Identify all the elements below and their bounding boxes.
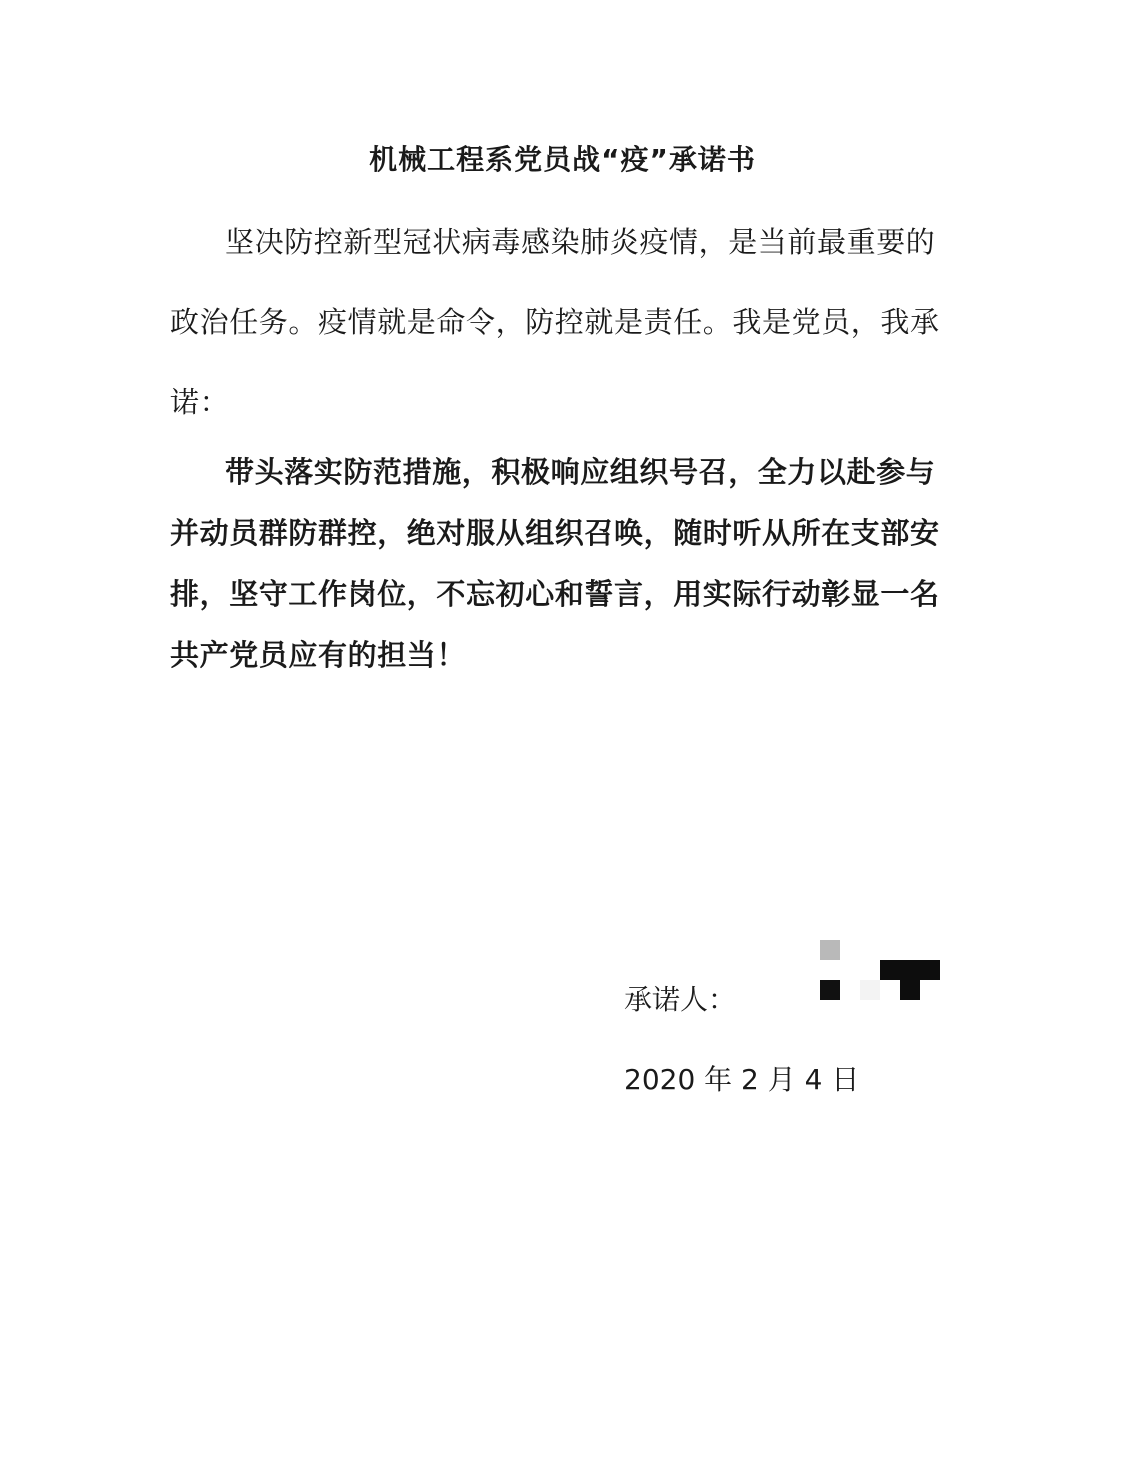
document-date: 2020 年 2 月 4 日 (624, 1063, 860, 1096)
paragraph-2-line-1: 带头落实防范措施，积极响应组织号召，全力以赴参与 (225, 455, 936, 489)
document-title: 机械工程系党员战“疫”承诺书 (369, 143, 756, 176)
paragraph-2-line-4: 共产党员应有的担当！ (170, 638, 467, 672)
paragraph-2-line-2: 并动员群防群控，绝对服从组织召唤，随时听从所在支部安 (170, 516, 940, 550)
redacted-signature (816, 938, 944, 1002)
paragraph-1-line-1: 坚决防控新型冠状病毒感染肺炎疫情，是当前最重要的 (225, 225, 936, 259)
paragraph-1-line-3: 诺： (170, 385, 230, 419)
paragraph-1-line-2: 政治任务。疫情就是命令，防控就是责任。我是党员，我承 (170, 305, 940, 339)
paragraph-2-line-3: 排，坚守工作岗位，不忘初心和誓言，用实际行动彰显一名 (170, 577, 940, 611)
signer-label: 承诺人： (624, 983, 737, 1016)
